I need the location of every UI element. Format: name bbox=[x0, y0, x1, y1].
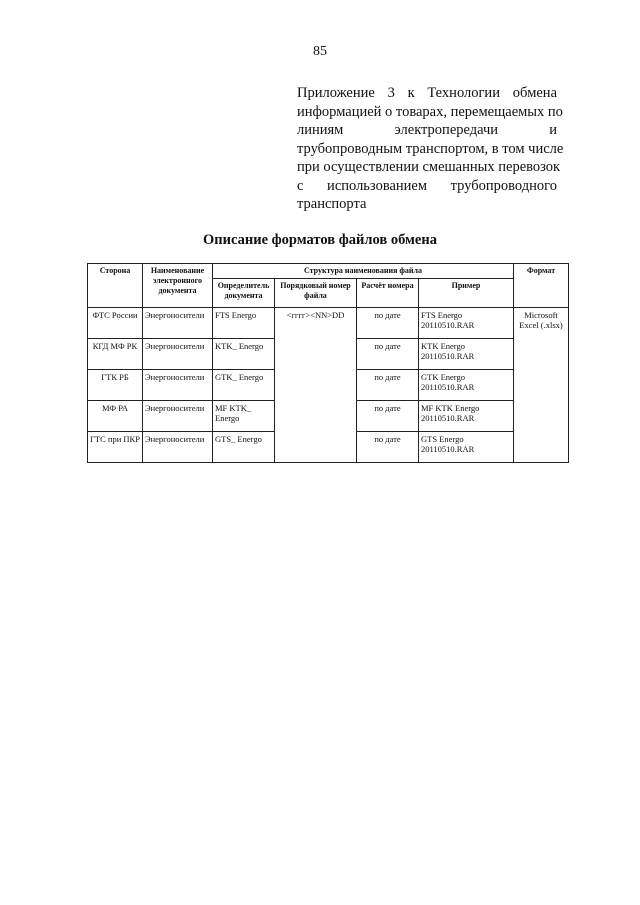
cell-side: ГТС при ПКР bbox=[88, 432, 143, 463]
header-seq-number: Порядковый номер файла bbox=[275, 279, 357, 308]
cell-side: ФТС России bbox=[88, 308, 143, 339]
page-number: 85 bbox=[313, 44, 327, 59]
cell-example: GTS Energo 20110510.RAR bbox=[419, 432, 514, 463]
cell-calc: по дате bbox=[357, 401, 419, 432]
header-identifier: Определитель документа bbox=[213, 279, 275, 308]
cell-doc-name: Энергоносители bbox=[143, 370, 213, 401]
cell-example: MF KTK Energo 20110510.RAR bbox=[419, 401, 514, 432]
cell-side: КГД МФ РК bbox=[88, 339, 143, 370]
cell-identifier: MF KTK_ Energo bbox=[213, 401, 275, 432]
cell-identifier: KTK_ Energo bbox=[213, 339, 275, 370]
header-side: Сторона bbox=[88, 264, 143, 308]
header-structure: Структура наименования файла bbox=[213, 264, 514, 279]
appendix-line: с использованием трубопроводного bbox=[297, 177, 557, 194]
cell-calc: по дате bbox=[357, 308, 419, 339]
appendix-line: при осуществлении смешанных перевозок bbox=[297, 159, 561, 175]
appendix-reference bbox=[297, 84, 564, 214]
header-format: Формат bbox=[514, 264, 569, 308]
cell-example: KTK Energo 20110510.RAR bbox=[419, 339, 514, 370]
cell-doc-name: Энергоносители bbox=[143, 401, 213, 432]
cell-side: МФ РА bbox=[88, 401, 143, 432]
appendix-line: информацией о товарах, перемещаемых по bbox=[297, 103, 563, 120]
cell-example: FTS Energo 20110510.RAR bbox=[419, 308, 514, 339]
cell-doc-name: Энергоносители bbox=[143, 432, 213, 463]
appendix-line: трубопроводным транспортом, в том числе bbox=[297, 140, 564, 157]
cell-identifier: GTS_ Energo bbox=[213, 432, 275, 463]
cell-identifier: FTS Energo bbox=[213, 308, 275, 339]
cell-doc-name: Энергоносители bbox=[143, 339, 213, 370]
cell-identifier: GTK_ Energo bbox=[213, 370, 275, 401]
appendix-line: транспорта bbox=[297, 196, 367, 212]
header-doc-name: Наименование электронного документа bbox=[143, 264, 213, 308]
cell-doc-name: Энергоносители bbox=[143, 308, 213, 339]
appendix-line: Приложение 3 к Технологии обмена bbox=[297, 85, 557, 101]
header-calc-number: Расчёт номера bbox=[357, 279, 419, 308]
cell-example: GTK Energo 20110510.RAR bbox=[419, 370, 514, 401]
cell-side: ГТК РБ bbox=[88, 370, 143, 401]
cell-calc: по дате bbox=[357, 370, 419, 401]
cell-seq-number: <гггг><NN>DD bbox=[275, 308, 357, 463]
table-row bbox=[88, 308, 569, 339]
cell-calc: по дате bbox=[357, 432, 419, 463]
cell-format: Microsoft Excel (.xlsx) bbox=[514, 308, 569, 463]
file-formats-table bbox=[87, 263, 569, 463]
cell-calc: по дате bbox=[357, 339, 419, 370]
table-title: Описание форматов файлов обмена bbox=[203, 232, 437, 248]
appendix-line: линиям электропередачи и bbox=[297, 122, 557, 138]
header-example: Пример bbox=[419, 279, 514, 308]
